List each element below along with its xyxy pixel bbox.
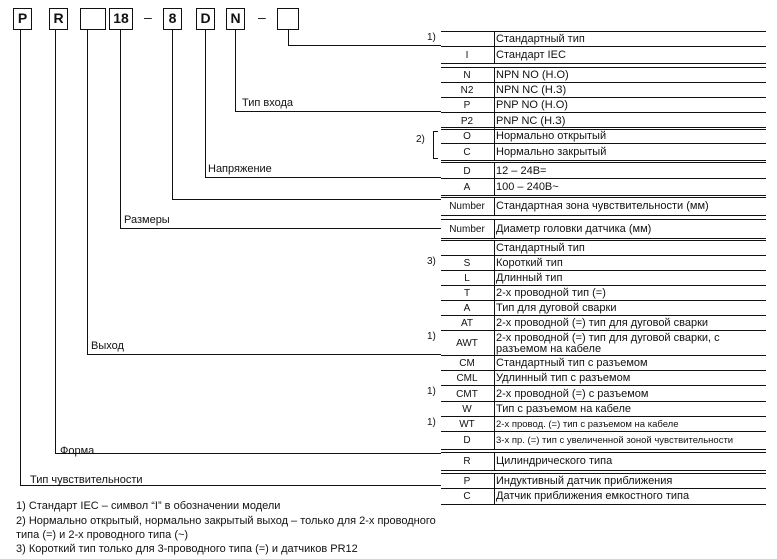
column-divider [494,144,495,160]
column-divider [494,128,495,144]
code-box-range: 8 [163,8,182,30]
option-row [441,219,766,239]
code-box-voltage: D [196,8,215,30]
option-row [441,431,766,450]
column-divider [494,402,495,417]
option-row [441,143,766,161]
leader-shape [55,30,56,453]
option-row [441,300,766,316]
option-description: 2-х провод. (=) тип с разъемом на кабеле [496,419,679,430]
column-divider [494,241,495,256]
footnote-marker: 1) [427,417,436,428]
column-divider [494,163,495,179]
leader-output [87,354,441,355]
option-description: Стандартная зона чувствительности (мм) [496,200,709,212]
option-code: AWT [456,338,478,349]
option-description: Стандарт IEC [496,48,566,61]
option-description: PNP NO (Н.О) [496,99,568,111]
column-divider [494,356,495,371]
option-row [441,82,766,98]
option-description: 2-х проводной (=) тип для дуговой сварки [496,317,709,329]
column-divider [494,98,495,113]
option-description: Короткий тип [496,257,563,269]
option-description: Стандартный тип [496,33,585,45]
column-divider [494,83,495,98]
column-divider [494,417,495,432]
column-divider [494,32,495,47]
option-code: L [464,273,470,284]
option-code: R [463,456,471,467]
option-code: P [463,100,471,111]
label-voltage: Напряжение [208,163,272,175]
option-code: P [463,476,471,487]
option-description: Длинный тип [496,272,563,284]
option-code: S [463,258,471,269]
option-description: Удлинный тип с разъемом [496,372,631,384]
option-code: AT [460,318,474,329]
footnote: 2) Нормально открытый, нормально закрытый выход – только для 2-х проводного [16,515,436,527]
option-description: Тип для дуговой сварки [496,302,617,314]
option-row [441,315,766,331]
option-code: C [463,491,471,502]
footnote-marker: 1) [427,386,436,397]
leader-size [120,30,121,228]
column-divider [494,301,495,316]
code-box-sensing-type: P [13,8,32,30]
leader-input [235,30,236,111]
option-description: Индуктивный датчик приближения [496,475,673,487]
option-row [441,370,766,386]
option-description: 3-х пр. (=) тип с увеличенной зоной чувствительности [496,435,734,446]
code-dash: – [144,9,152,25]
option-description: Датчик приближения емкостного типа [496,490,690,502]
option-description: Нормально открытый [496,129,607,142]
option-row [441,488,766,505]
option-row [441,46,766,64]
option-row [441,97,766,113]
option-description: 2-х проводной (=) с разъемом [496,387,649,400]
label-output: Выход [91,340,124,352]
column-divider [494,432,495,449]
code-box-input: N [226,8,245,30]
leader-input [235,111,441,112]
option-row [441,197,766,216]
option-code: A [463,181,471,193]
column-divider [494,179,495,195]
option-description: Стандартный тип [496,242,585,254]
option-row [441,330,766,356]
option-row [441,285,766,301]
option-row [441,401,766,417]
column-divider [494,453,495,470]
option-row [441,473,766,489]
option-row [441,162,766,179]
option-code: Number [449,223,485,235]
option-description: Цилиндрического типа [496,455,613,467]
option-code [441,241,493,256]
leader-sensing-type [20,30,21,485]
leader-size [120,228,441,229]
leader-range [172,199,441,200]
code-box-output [80,8,106,30]
leader-standard [288,45,441,46]
option-description: NPN NO (Н.О) [496,69,569,81]
option-code: WT [459,419,475,430]
option-row [441,240,766,256]
column-divider [494,47,495,63]
option-description: 12 – 24В= [496,164,547,177]
option-description: 2-х проводной тип (=) [496,287,606,299]
option-code: N [463,70,471,81]
option-description: Нормально закрытый [496,145,607,158]
column-divider [494,331,495,356]
column-divider [494,489,495,504]
option-description: 100 – 240В~ [496,180,559,193]
option-code: N2 [460,85,474,96]
leader-voltage [205,177,441,178]
footnote: 3) Короткий тип только для 3-проводного типа (=) и датчиков PR12 [16,543,358,555]
option-row [441,255,766,271]
option-code: C [463,146,471,158]
option-description: 2-х проводной (=) тип для дуговой сварки, с разъемом на кабеле [496,331,720,355]
column-divider [494,256,495,271]
label-shape: Форма [60,445,95,457]
leader-shape [55,453,441,454]
label-size: Размеры [124,214,170,226]
column-divider [494,474,495,489]
option-code: I [465,49,469,61]
column-divider [494,286,495,301]
option-row [441,127,766,144]
footnote: типа (=) и 2-х проводного типа (~) [16,529,189,541]
option-code: D [463,165,471,177]
option-code: CM [459,358,475,369]
option-description: Тип с разъемом на кабеле [496,403,632,415]
option-row [441,31,766,47]
column-divider [494,316,495,331]
option-code: W [462,404,472,415]
option-row [441,178,766,196]
code-box-shape: R [49,8,68,30]
option-code: A [463,303,471,314]
code-box-standard [277,8,299,30]
option-code: CMT [456,388,478,400]
code-box-size: 18 [109,8,133,30]
option-code: T [463,288,471,299]
leader-range [172,30,173,199]
option-code: O [463,130,471,142]
column-divider [494,386,495,402]
option-description: NPN NC (Н.З) [496,84,567,96]
option-code: Number [449,201,485,212]
option-row [441,385,766,402]
column-divider [494,271,495,286]
leader-voltage [205,30,206,177]
option-description: Стандартный тип с разъемом [496,357,648,369]
option-row [441,270,766,286]
option-row [441,355,766,371]
column-divider [494,220,495,238]
option-row [441,416,766,432]
column-divider [494,68,495,83]
label-input-type: Тип входа [242,97,294,109]
option-code [441,32,493,47]
column-divider [494,371,495,386]
option-code: CML [456,373,478,384]
option-code: D [463,435,471,446]
option-code: P2 [460,115,474,127]
footnote-marker: 1) [427,32,436,43]
footnote-marker: 3) [427,256,436,267]
option-row [441,452,766,471]
leader-output [87,30,88,354]
code-dash: – [258,9,266,25]
option-description: PNP NC (Н.З) [496,114,566,127]
leader-standard [288,30,289,45]
column-divider [494,198,495,215]
option-row [441,67,766,83]
footnote: 1) Стандарт IEC – символ “I” в обозначении модели [16,500,281,512]
label-sensing-type: Тип чувствительности [30,474,143,486]
bracket-icon [433,131,438,159]
footnote-marker: 1) [427,331,436,342]
footnote-marker: 2) [416,134,425,145]
option-description: Диаметр головки датчика (мм) [496,222,652,235]
